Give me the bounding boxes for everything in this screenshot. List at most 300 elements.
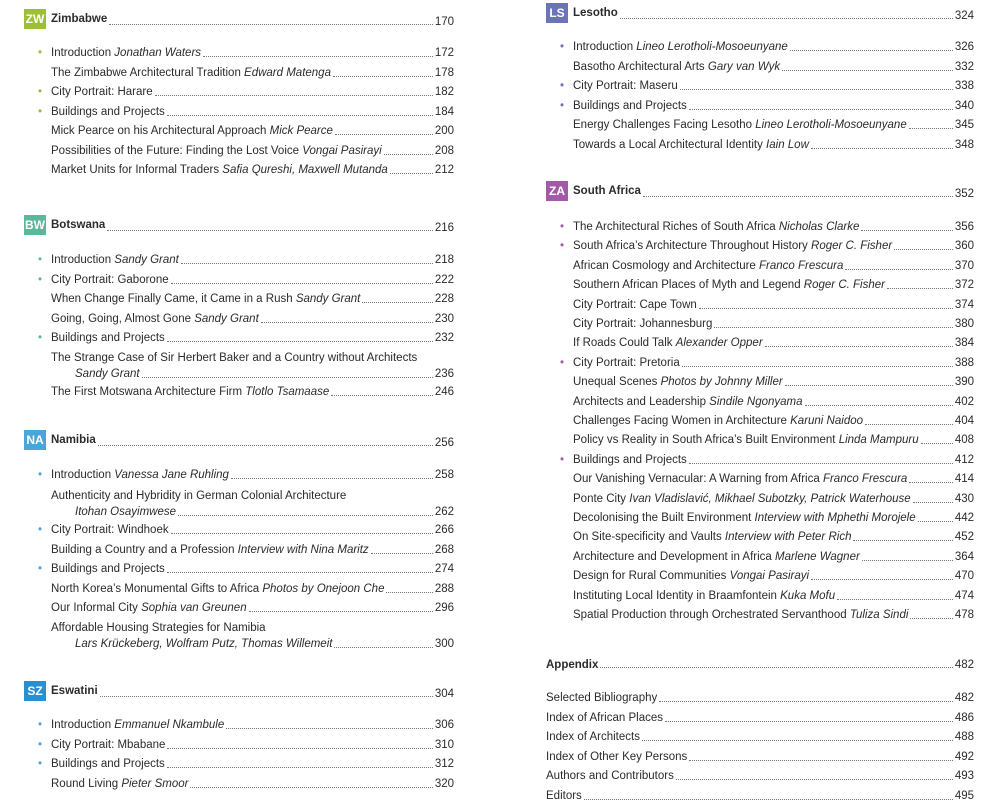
entry-text: City Portrait: Pretoria xyxy=(573,356,680,369)
page-number: 360 xyxy=(954,240,974,253)
toc-entry[interactable] xyxy=(24,66,454,80)
entry-title xyxy=(546,530,851,544)
entry-title xyxy=(24,273,169,287)
entry-text: Unequal Scenes xyxy=(573,376,661,389)
entry-line2 xyxy=(24,504,454,520)
page-number: 256 xyxy=(434,437,454,449)
dot-leader xyxy=(155,95,433,96)
entry-title xyxy=(24,777,188,791)
entry-text: Southern African Places of Myth and Legend xyxy=(573,279,804,292)
dot-leader xyxy=(167,341,433,342)
entry-text: Buildings and Projects xyxy=(573,99,687,112)
toc-entry[interactable] xyxy=(546,433,974,447)
section-title: Eswatini xyxy=(51,685,98,697)
dot-leader xyxy=(226,728,433,729)
entry-title xyxy=(546,259,843,273)
entry-text: The Zimbabwe Architectural Tradition xyxy=(51,66,245,79)
page-number: 304 xyxy=(434,688,454,700)
entry-text: Spatial Production through Orchestrated Servanthood xyxy=(573,609,850,621)
dot-leader xyxy=(167,767,433,768)
dot-leader xyxy=(331,395,433,396)
entry-author: Franco Frescura xyxy=(759,259,844,272)
toc-entry[interactable] xyxy=(546,40,974,54)
toc-entry[interactable] xyxy=(24,738,454,752)
toc-entry[interactable] xyxy=(546,298,974,312)
toc-entry[interactable] xyxy=(546,336,974,350)
entry-author: Interview with Peter Rich xyxy=(724,531,852,544)
toc-entry[interactable] xyxy=(24,777,454,791)
section-heading[interactable] xyxy=(546,181,974,201)
dot-leader xyxy=(894,249,953,250)
entry-text: City Portrait: Cape Town xyxy=(573,298,697,311)
toc-entry[interactable] xyxy=(546,375,974,389)
page-number: 230 xyxy=(434,312,454,325)
entry-title xyxy=(546,730,640,744)
entry-title xyxy=(546,298,697,312)
page-number: 170 xyxy=(434,16,454,28)
section-title: South Africa xyxy=(573,185,641,197)
toc-entry[interactable] xyxy=(546,472,974,486)
toc-entry[interactable] xyxy=(24,582,454,596)
page-number: 482 xyxy=(954,659,974,671)
dot-leader xyxy=(811,148,953,149)
dot-leader xyxy=(390,173,433,174)
page-number: 470 xyxy=(954,570,974,583)
entry-title xyxy=(24,66,331,80)
page-number: 338 xyxy=(954,80,974,92)
entry-title xyxy=(546,433,919,447)
dot-leader xyxy=(790,50,953,51)
dot-leader xyxy=(910,618,952,619)
entry-text: When Change Finally Came, it Came in a Rush xyxy=(51,293,296,305)
toc-entry[interactable] xyxy=(546,99,974,113)
dot-leader xyxy=(171,533,433,534)
dot-leader xyxy=(362,302,432,303)
toc-entry[interactable] xyxy=(546,317,974,331)
dot-leader xyxy=(584,799,953,800)
toc-entry[interactable] xyxy=(546,711,974,725)
toc-entry[interactable] xyxy=(546,550,974,564)
dot-leader xyxy=(620,18,953,19)
page-number: 390 xyxy=(954,376,974,389)
page-number: 372 xyxy=(954,279,974,292)
entry-text: Instituting Local Identity in Braamfontein xyxy=(573,589,781,602)
page-number: 408 xyxy=(954,434,974,447)
dot-leader xyxy=(109,24,433,25)
toc-entry[interactable] xyxy=(546,769,974,783)
section-heading[interactable] xyxy=(24,681,454,701)
entry-text: Possibilities of the Future: Finding the Lost Voice xyxy=(51,144,303,157)
entry-title xyxy=(24,331,165,345)
entry-text: If Roads Could Talk xyxy=(573,337,676,350)
dot-leader xyxy=(861,230,952,231)
page-number: 404 xyxy=(954,415,974,427)
entry-title xyxy=(546,789,582,803)
entry-title xyxy=(546,691,657,705)
dot-leader xyxy=(909,128,953,129)
dot-leader xyxy=(921,443,953,444)
page-number: 212 xyxy=(434,164,454,176)
dot-leader xyxy=(909,482,953,483)
toc-entry[interactable] xyxy=(24,46,454,60)
toc-entry[interactable] xyxy=(546,239,974,253)
toc-entry[interactable] xyxy=(24,312,454,326)
entry-title xyxy=(546,550,860,564)
entry-text: Buildings and Projects xyxy=(573,453,687,466)
entry-title xyxy=(546,750,687,764)
dot-leader xyxy=(845,269,952,270)
entry-text: Introduction xyxy=(573,41,637,53)
section-title: Botswana xyxy=(51,219,106,231)
toc-entry[interactable] xyxy=(546,79,974,93)
dot-leader xyxy=(167,572,433,573)
dot-leader xyxy=(689,109,953,110)
section-title-wrap xyxy=(546,181,641,201)
entry-text: Mick Pearce on his Architectural Approach xyxy=(51,125,270,137)
entry-title xyxy=(546,492,911,506)
entry-title xyxy=(24,468,229,482)
entry-text: North Korea’s Monumental Gifts to Africa xyxy=(51,582,263,595)
dot-leader xyxy=(142,377,433,378)
dot-leader xyxy=(865,424,953,425)
page-number: 236 xyxy=(434,368,454,380)
toc-entry[interactable] xyxy=(546,691,974,705)
entry-title xyxy=(546,608,908,622)
toc-entry[interactable] xyxy=(546,138,974,152)
country-code-badge: ZA xyxy=(546,181,568,201)
section-heading[interactable] xyxy=(546,3,974,23)
entry-author: Mick Pearce xyxy=(269,125,333,137)
entry-title xyxy=(546,375,783,389)
page-number: 478 xyxy=(954,609,974,621)
toc-entry[interactable] xyxy=(24,85,454,99)
entry-author: Lineo Lerotholi-Mosoeunyane xyxy=(755,119,907,131)
page-number: 200 xyxy=(434,125,454,137)
toc-entry[interactable] xyxy=(24,124,454,138)
page-number: 486 xyxy=(954,711,974,724)
page-number: 296 xyxy=(434,602,454,614)
page-number: 332 xyxy=(954,60,974,73)
entry-title xyxy=(546,317,712,331)
toc-entry[interactable] xyxy=(24,601,454,615)
page-number: 348 xyxy=(954,138,974,151)
entry-text: Buildings and Projects xyxy=(51,105,165,118)
entry-text: Architecture and Development in Africa xyxy=(573,550,775,563)
toc-entry[interactable] xyxy=(24,385,454,399)
entry-text: Our Informal City xyxy=(51,602,142,614)
page-number: 493 xyxy=(954,770,974,782)
dot-leader xyxy=(100,696,433,697)
page-number: 380 xyxy=(954,318,974,330)
section-heading[interactable] xyxy=(24,9,454,29)
toc-entry[interactable] xyxy=(546,608,974,622)
country-code-badge: NA xyxy=(24,430,46,450)
dot-leader xyxy=(386,592,432,593)
entry-author: Sandy Grant xyxy=(295,293,361,305)
dot-leader xyxy=(665,721,953,722)
entry-text: Index of Architects xyxy=(546,731,640,743)
page-number: 474 xyxy=(954,589,974,602)
section-title-wrap xyxy=(24,215,105,235)
entry-text: South Africa’s Architecture Throughout History xyxy=(573,240,812,253)
entry-text: Introduction xyxy=(51,469,115,481)
section-title: Zimbabwe xyxy=(51,13,108,25)
entry-author: Interview with Nina Maritz xyxy=(237,543,369,556)
entry-author: Safia Qureshi, Maxwell Mutanda xyxy=(222,164,388,176)
entry-text: Buildings and Projects xyxy=(51,563,165,575)
toc-entry[interactable] xyxy=(24,292,454,306)
entry-author: Sandy Grant xyxy=(114,254,179,266)
toc-entry[interactable] xyxy=(546,278,974,292)
entry-author: Alexander Opper xyxy=(675,337,763,350)
page-number: 262 xyxy=(434,506,454,518)
entry-line2 xyxy=(24,366,454,382)
toc-entry[interactable] xyxy=(24,468,454,482)
entry-text: City Portrait: Maseru xyxy=(573,80,678,92)
entry-text: Round Living xyxy=(51,777,122,790)
entry-author: Nicholas Clarke xyxy=(778,221,860,233)
toc-entry[interactable] xyxy=(24,562,454,576)
entry-title xyxy=(24,292,360,306)
page-number: 268 xyxy=(434,543,454,556)
page-number: 326 xyxy=(954,41,974,53)
entry-author: Kuka Mofu xyxy=(780,589,836,602)
entry-text: Authenticity and Hybridity in German Colonial Architecture xyxy=(51,490,347,502)
toc-entry-multiline[interactable] xyxy=(24,488,454,520)
dot-leader xyxy=(167,748,432,749)
page-number: 258 xyxy=(434,469,454,481)
page-number: 340 xyxy=(954,99,974,112)
entry-title xyxy=(546,220,859,234)
country-code-badge: SZ xyxy=(24,681,46,701)
entry-author: Gary van Wyk xyxy=(707,60,781,73)
section-heading[interactable] xyxy=(24,215,454,235)
dot-leader xyxy=(167,115,433,116)
entry-author: Lars Krückeberg, Wolfram Putz, Thomas Willemeit xyxy=(75,638,333,650)
dot-leader xyxy=(98,445,433,446)
entry-author: Ivan Vladislavić, Mikhael Subotzky, Patrick Waterhouse xyxy=(629,492,911,505)
section-heading[interactable] xyxy=(546,652,974,672)
entry-author: Pieter Smoor xyxy=(121,777,189,790)
section-title-wrap xyxy=(24,9,107,29)
toc-entry[interactable] xyxy=(24,163,454,177)
page-number: 482 xyxy=(954,692,974,704)
entry-text: African Cosmology and Architecture xyxy=(573,259,760,272)
entry-title xyxy=(24,124,333,138)
entry-text: Architects and Leadership xyxy=(573,395,710,408)
entry-author: Photos by Johnny Miller xyxy=(660,376,783,389)
toc-entry[interactable] xyxy=(24,523,454,537)
entry-author: Vongai Pasirayi xyxy=(302,144,382,157)
section-heading[interactable] xyxy=(24,430,454,450)
toc-entry[interactable] xyxy=(546,511,974,525)
dot-leader xyxy=(335,134,433,135)
dot-leader xyxy=(680,89,953,90)
page-number: 312 xyxy=(434,758,454,770)
entry-author: Sandy Grant xyxy=(75,368,140,380)
entry-text: Affordable Housing Strategies for Namibia xyxy=(51,622,266,634)
page-number: 178 xyxy=(434,66,454,79)
entry-author: Edward Matenga xyxy=(244,66,331,79)
dot-leader xyxy=(181,263,433,264)
toc-entry[interactable] xyxy=(546,356,974,370)
entry-author: Franco Frescura xyxy=(822,473,908,486)
toc-entry[interactable] xyxy=(546,60,974,74)
toc-entry[interactable] xyxy=(546,118,974,132)
entry-text: Authors and Contributors xyxy=(546,770,674,782)
page-number: 274 xyxy=(434,563,454,575)
entry-author: Interview with Mphethi Morojele xyxy=(754,512,916,524)
entry-author: Sandy Grant xyxy=(194,312,259,325)
toc-entry[interactable] xyxy=(546,789,974,803)
entry-text: Challenges Facing Women in Architecture xyxy=(573,415,791,427)
toc-entry[interactable] xyxy=(546,414,974,428)
entry-author: Roger C. Fisher xyxy=(811,240,893,253)
entry-title xyxy=(546,589,835,603)
page-number: 306 xyxy=(434,719,454,731)
page-number: 430 xyxy=(954,492,974,505)
entry-title xyxy=(546,40,788,54)
entry-title xyxy=(24,312,259,326)
entry-author: Lineo Lerotholi-Mosoeunyane xyxy=(636,41,788,53)
toc-entry[interactable] xyxy=(24,718,454,732)
entry-author: Sindile Ngonyama xyxy=(709,395,803,408)
entry-author: Photos by Onejoon Che xyxy=(262,582,385,595)
page-number: 222 xyxy=(434,273,454,286)
entry-title xyxy=(24,523,169,537)
entry-title xyxy=(24,163,388,177)
dot-leader xyxy=(190,787,432,788)
page-number: 388 xyxy=(954,356,974,369)
country-code-badge: BW xyxy=(24,215,46,235)
entry-text: City Portrait: Windhoek xyxy=(51,524,169,536)
toc-entry[interactable] xyxy=(546,589,974,603)
page-number: 364 xyxy=(954,550,974,563)
entry-title xyxy=(546,511,916,525)
toc-entry[interactable] xyxy=(24,105,454,119)
entry-title xyxy=(546,336,763,350)
dot-leader xyxy=(689,463,953,464)
page-number: 288 xyxy=(434,582,454,595)
entry-text: Basotho Architectural Arts xyxy=(573,60,708,73)
entry-text: On Site-specificity and Vaults xyxy=(573,531,725,544)
toc-entry[interactable] xyxy=(546,395,974,409)
entry-text: City Portrait: Mbabane xyxy=(51,738,166,751)
entry-author: Itohan Osayimwese xyxy=(75,506,176,518)
page-number: 370 xyxy=(954,259,974,272)
toc-entry[interactable] xyxy=(546,453,974,467)
entry-title xyxy=(546,118,907,132)
section-title-wrap xyxy=(546,658,598,672)
entry-author: Iain Low xyxy=(766,138,809,151)
toc-entry[interactable] xyxy=(546,259,974,273)
entry-text: Selected Bibliography xyxy=(546,692,658,704)
dot-leader xyxy=(782,70,953,71)
toc-entry[interactable] xyxy=(24,331,454,345)
page-number: 352 xyxy=(954,188,974,200)
entry-line2 xyxy=(24,636,454,652)
toc-entry[interactable] xyxy=(24,543,454,557)
page-number: 492 xyxy=(954,750,974,763)
dot-leader xyxy=(600,667,952,668)
entry-text: Index of Other Key Persons xyxy=(546,750,688,763)
entry-author: Linda Mampuru xyxy=(838,434,919,447)
toc-entry[interactable] xyxy=(546,750,974,764)
entry-author: Marlene Wagner xyxy=(775,550,860,563)
entry-text: Introduction xyxy=(51,254,115,266)
entry-title xyxy=(546,356,680,370)
toc-entry[interactable] xyxy=(546,220,974,234)
entry-text: Buildings and Projects xyxy=(51,758,165,770)
dot-leader xyxy=(837,599,953,600)
toc-entry[interactable] xyxy=(546,569,974,583)
page-number: 184 xyxy=(434,105,454,118)
toc-entry[interactable] xyxy=(24,757,454,771)
dot-leader xyxy=(178,515,433,516)
entry-title xyxy=(24,718,224,732)
page-number: 182 xyxy=(434,86,454,98)
entry-text: The First Motswana Architecture Firm xyxy=(51,386,246,398)
page-number: 384 xyxy=(954,337,974,350)
page-number: 208 xyxy=(434,144,454,157)
dot-leader xyxy=(805,405,953,406)
toc-entry[interactable] xyxy=(546,530,974,544)
page-number: 374 xyxy=(954,298,974,311)
entry-title xyxy=(24,46,201,60)
toc-entry[interactable] xyxy=(24,273,454,287)
entry-title xyxy=(24,738,165,752)
page-number: 232 xyxy=(434,332,454,344)
entry-text: Our Vanishing Vernacular: A Warning from Africa xyxy=(573,473,823,486)
dot-leader xyxy=(676,779,953,780)
entry-text: City Portrait: Gaborone xyxy=(51,273,169,286)
toc-entry[interactable] xyxy=(24,253,454,267)
dot-leader xyxy=(261,322,433,323)
page-number: 452 xyxy=(954,531,974,544)
entry-author: Tuliza Sindi xyxy=(849,609,909,621)
entry-title xyxy=(24,582,384,596)
entry-title xyxy=(546,99,687,113)
entry-author: Vongai Pasirayi xyxy=(729,570,810,583)
entry-title xyxy=(24,601,247,615)
section-title-wrap xyxy=(24,430,96,450)
toc-entry-multiline[interactable] xyxy=(24,350,454,382)
country-code-badge: ZW xyxy=(24,9,46,29)
entry-text: Editors xyxy=(546,789,582,802)
section-title: Namibia xyxy=(51,434,96,446)
entry-title xyxy=(546,711,663,725)
dot-leader xyxy=(659,701,953,702)
toc-entry[interactable] xyxy=(546,730,974,744)
entry-text: Introduction xyxy=(51,719,115,731)
dot-leader xyxy=(643,196,953,197)
entry-title xyxy=(546,239,892,253)
page-number: 266 xyxy=(434,524,454,536)
dot-leader xyxy=(682,366,953,367)
entry-text: Building a Country and a Profession xyxy=(51,543,238,556)
entry-title xyxy=(546,453,687,467)
entry-author: Karuni Naidoo xyxy=(790,415,864,427)
toc-entry-multiline[interactable] xyxy=(24,620,454,652)
dot-leader xyxy=(107,230,432,231)
toc-entry[interactable] xyxy=(546,492,974,506)
dot-leader xyxy=(765,346,953,347)
dot-leader xyxy=(918,521,953,522)
toc-entry[interactable] xyxy=(24,144,454,158)
section-title: Lesotho xyxy=(573,7,618,19)
dot-leader xyxy=(384,154,433,155)
entry-title xyxy=(24,253,179,267)
